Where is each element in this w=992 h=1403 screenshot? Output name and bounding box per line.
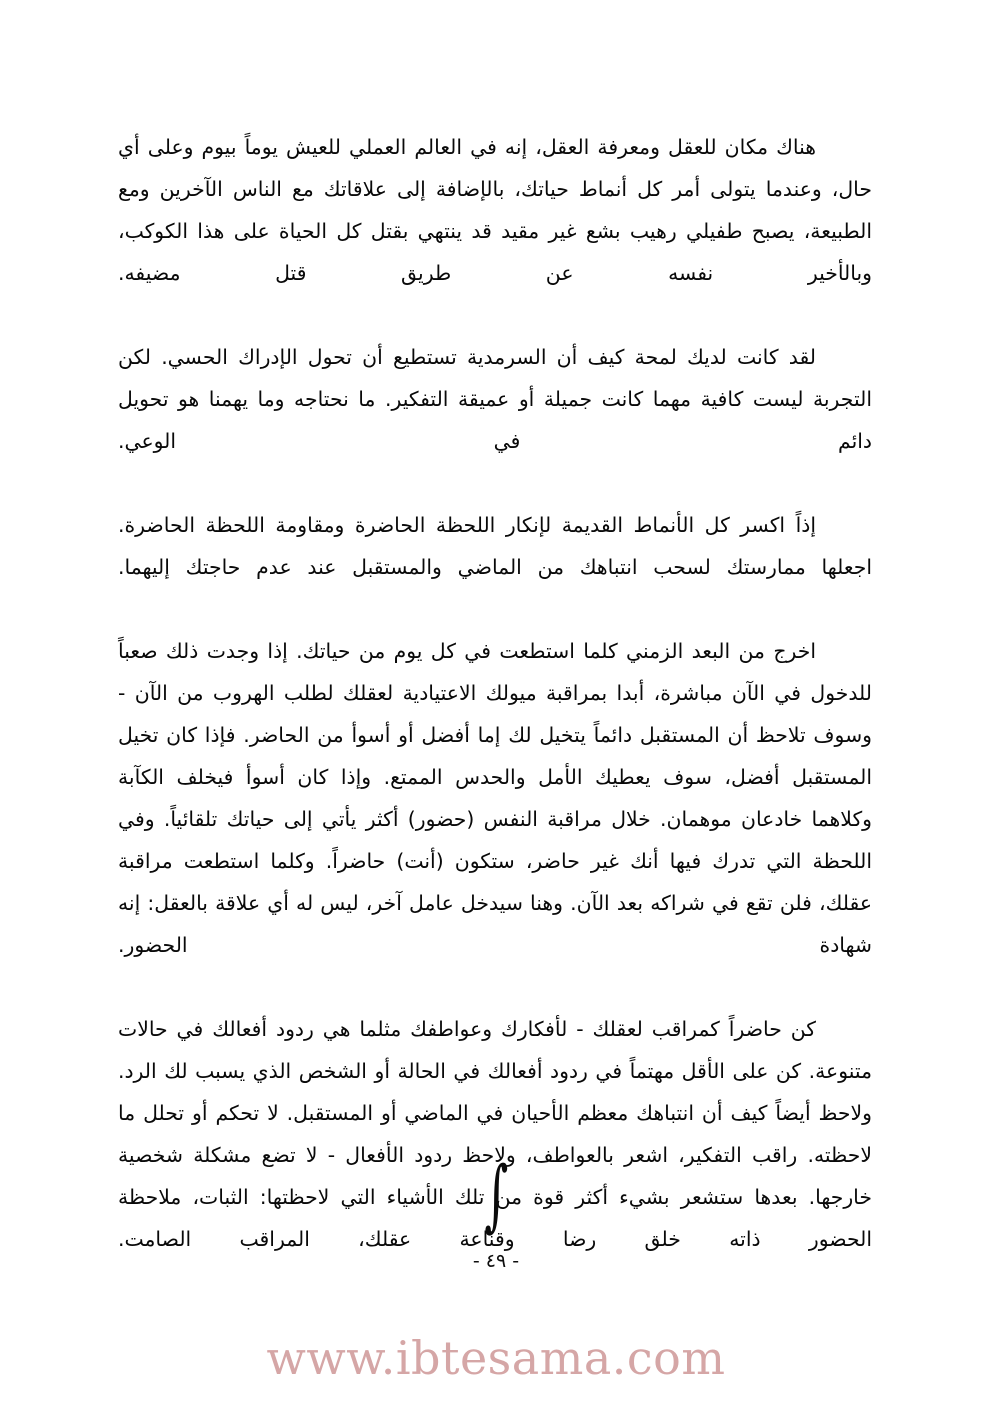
paragraph: إذاً اكسر كل الأنماط القديمة لإنكار اللحظة الحاضرة ومقاومة اللحظة الحاضرة. اجعلها ممارستك لسحب انتباهك من الماضي والمستقبل عند عدم حاجتك إليهما.	[118, 513, 872, 579]
paragraph: لقد كانت لديك لمحة كيف أن السرمدية تستطيع أن تحول الإدراك الحسي. لكن التجربة ليست كافية مهما كانت جميلة أو عميقة التفكير. ما نحتاجه وما يهمنا هو تحويل دائم في الوعي.	[118, 345, 872, 453]
swash-ornament-icon: ∫	[484, 1149, 508, 1241]
site-watermark: www.ibtesama.com	[266, 1331, 726, 1385]
paragraph: كن حاضراً كمراقب لعقلك - لأفكارك وعواطفك مثلما هي ردود أفعالك في حالات متنوعة. كن على الأقل مهتماً في ردود أفعالك في الحالة أو الشخص الذي يسبب لك الرد. ولاحظ أيضاً كيف أن انتباهك معظم الأحيان في الماضي أو المستقبل. لا تحكم أو تحلل ما لاحظته. راقب التفكير، اشعر بالعواطف، ولاحظ ردود الأفعال - لا تضع مشكلة شخصية خارجها. بعدها ستشعر بشيء أكثر قوة من تلك الأشياء التي لاحظتها: الثبات، ملاحظة الحضور ذاته خلق رضا وقناعة عقلك، المراقب الصامت.	[118, 1017, 872, 1251]
section-divider-ornament	[0, 1149, 992, 1241]
paragraph: اخرج من البعد الزمني كلما استطعت في كل يوم من حياتك. إذا وجدت ذلك صعباً للدخول في الآن مباشرة، أبدا بمراقبة ميولك الاعتيادية لعقلك لطلب الهروب من الآن - وسوف تلاحظ أن المستقبل دائماً يتخيل لك إما أفضل أو أسوأ من الحاضر. فإذا كان تخيل المستقبل أفضل، سوف يعطيك الأمل والحدس الممتع. وإذا كان أسوأ فيخلف الكآبة وكلاهما خادعان موهمان. خلال مراقبة النفس (حضور) أكثر يأتي إلى حياتك تلقائياً. وفي اللحظة التي تدرك فيها أنك غير حاضر، ستكون (أنت) حاضراً. وكلما استطعت مراقبة عقلك، فلن تقع في شراكه بعد الآن. وهنا سيدخل عامل آخر، ليس له أي علاقة بالعقل: إنه شهادة الحضور.	[118, 639, 872, 957]
body-text-column	[118, 126, 872, 1302]
paragraph: هناك مكان للعقل ومعرفة العقل، إنه في العالم العملي للعيش يوماً بيوم وعلى أي حال، وعندما يتولى أمر كل أنماط حياتك، بالإضافة إلى علاقاتك مع الناس الآخرين ومع الطبيعة، يصبح طفيلي رهيب بشع غير مقيد قد ينتهي بقتل كل الحياة على هذا الكوكب، وبالأخير نفسه عن طريق قتل مضيفه.	[118, 135, 872, 285]
page-number: - ٤٩ -	[472, 1250, 520, 1272]
